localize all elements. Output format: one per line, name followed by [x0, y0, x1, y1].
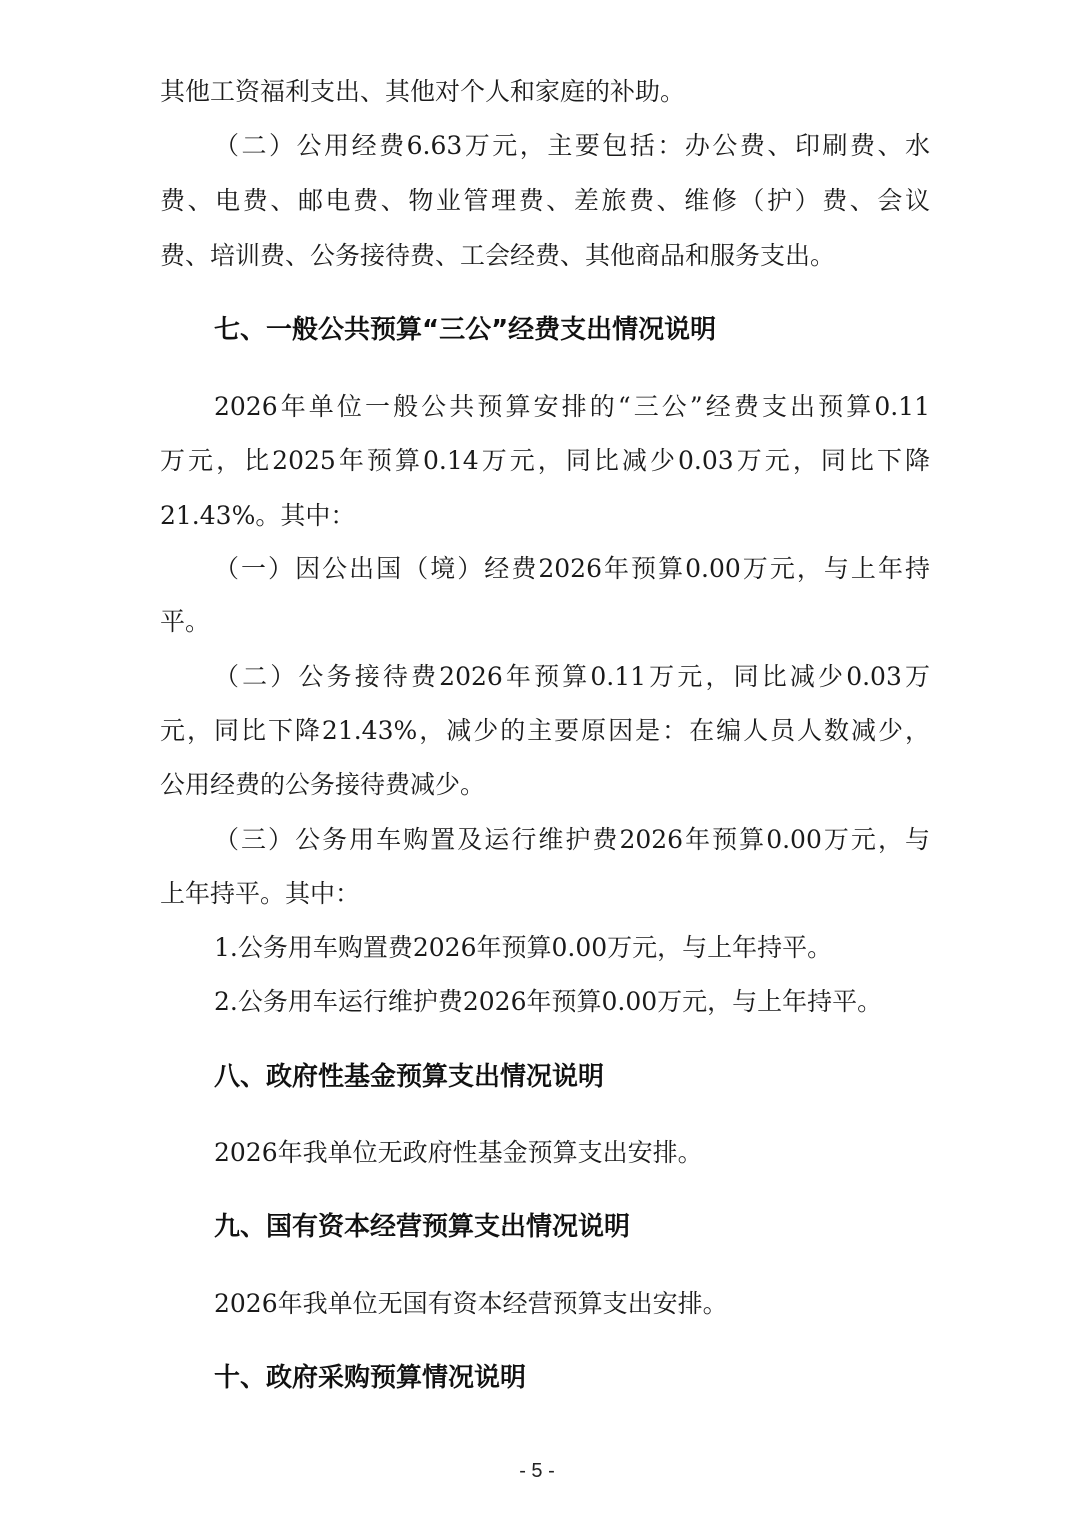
paragraph-line: 2026年单位一般公共预算安排的“三公”经费支出预算0.11	[214, 392, 930, 421]
section-heading-9: 九、国有资本经营预算支出情况说明	[214, 1212, 631, 1242]
paragraph-line: 费、培训费、公务接待费、工会经费、其他商品和服务支出。	[160, 241, 836, 270]
paragraph-line: 2026年我单位无国有资本经营预算支出安排。	[214, 1289, 728, 1318]
paragraph-line: 元，同比下降21.43%，减少的主要原因是：在编人员人数减少，	[160, 716, 930, 745]
section-heading-10: 十、政府采购预算情况说明	[214, 1363, 527, 1393]
paragraph-line: （一）因公出国（境）经费2026年预算0.00万元，与上年持	[214, 554, 930, 583]
paragraph-line: 21.43%。其中：	[160, 501, 356, 530]
paragraph-line: （二）公务接待费2026年预算0.11万元，同比减少0.03万	[214, 662, 930, 691]
paragraph-line: 2026年我单位无政府性基金预算支出安排。	[214, 1138, 703, 1167]
paragraph-line: 万元，比2025年预算0.14万元，同比减少0.03万元，同比下降	[160, 446, 930, 475]
list-item: 2.公务用车运行维护费2026年预算0.00万元，与上年持平。	[214, 987, 883, 1016]
paragraph-line: （三）公务用车购置及运行维护费2026年预算0.00万元，与	[214, 825, 930, 854]
paragraph-line: 平。	[160, 607, 211, 636]
paragraph-line: 上年持平。其中：	[160, 879, 361, 908]
page-number: - 5 -	[519, 1460, 555, 1482]
paragraph-line: 费、电费、邮电费、物业管理费、差旅费、维修（护）费、会议	[160, 186, 930, 215]
paragraph-line: （二）公用经费6.63万元，主要包括：办公费、印刷费、水	[214, 131, 930, 160]
paragraph-line: 公用经费的公务接待费减少。	[160, 770, 486, 799]
section-heading-8: 八、政府性基金预算支出情况说明	[214, 1062, 605, 1092]
list-item: 1.公务用车购置费2026年预算0.00万元，与上年持平。	[214, 933, 833, 962]
section-heading-7: 七、一般公共预算“三公”经费支出情况说明	[214, 315, 717, 345]
paragraph-line: 其他工资福利支出、其他对个人和家庭的补助。	[160, 77, 686, 106]
